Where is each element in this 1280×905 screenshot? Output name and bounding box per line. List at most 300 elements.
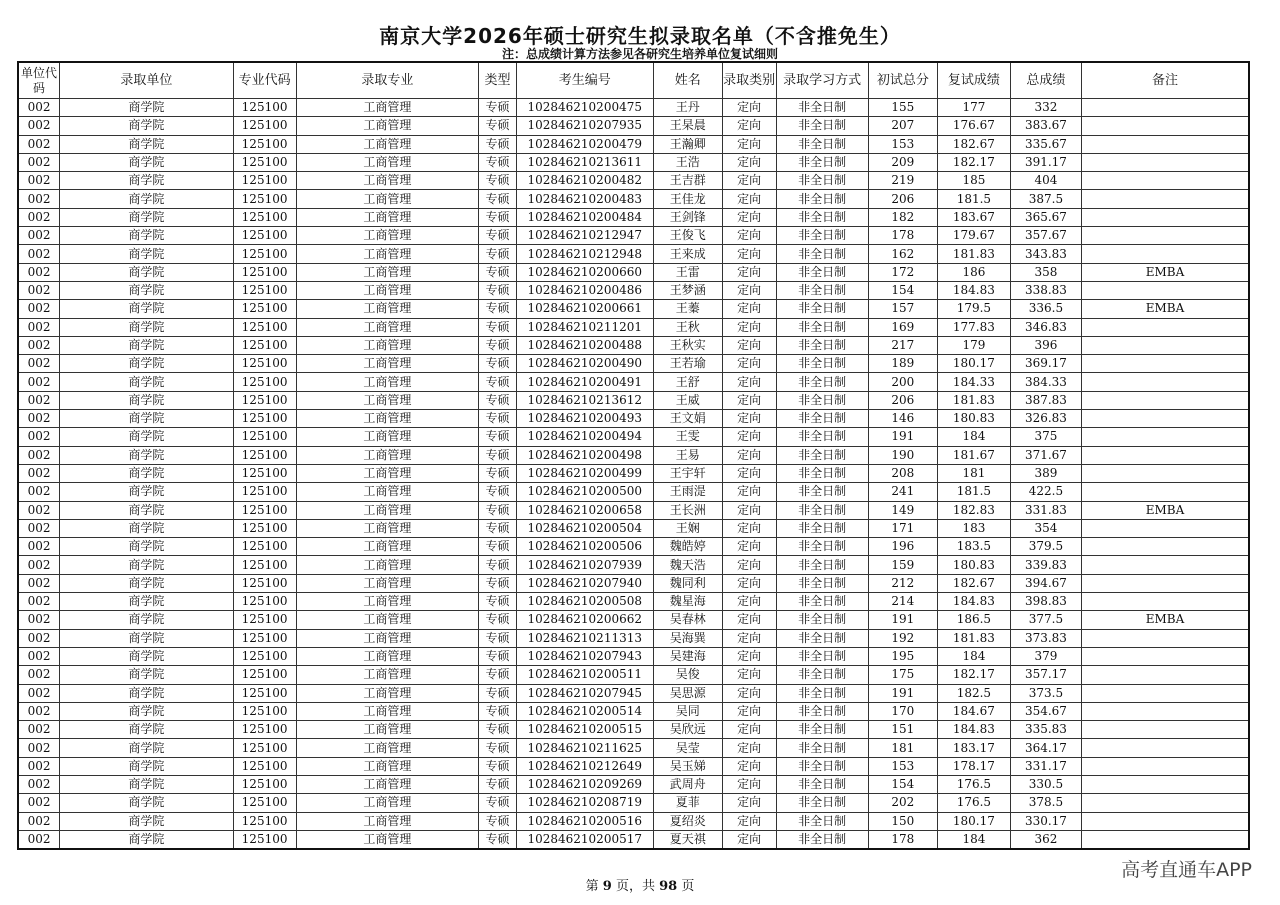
- type-cell: 专硕: [479, 172, 517, 190]
- retest-score-cell: 181: [937, 464, 1010, 482]
- study-mode-cell: 非全日制: [776, 483, 868, 501]
- type-cell: 专硕: [479, 702, 517, 720]
- type-cell: 专硕: [479, 721, 517, 739]
- name-cell: 王宇轩: [653, 464, 722, 482]
- admission-category-cell: 定向: [722, 410, 776, 428]
- prelim-score-cell: 241: [868, 483, 937, 501]
- candidate-id-cell: 102846210208719: [516, 794, 653, 812]
- table-row: [18, 245, 1249, 263]
- total-score-cell: 346.83: [1010, 318, 1081, 336]
- unit-code-cell: 002: [18, 172, 60, 190]
- footer-prefix: 第: [585, 879, 603, 894]
- admission-category-cell: 定向: [722, 593, 776, 611]
- major-cell: 工商管理: [296, 757, 479, 775]
- retest-score-cell: 186.5: [937, 611, 1010, 629]
- prelim-score-cell: 169: [868, 318, 937, 336]
- unit-code-cell: 002: [18, 117, 60, 135]
- admitting-unit-cell: 商学院: [60, 739, 234, 757]
- total-score-cell: 331.17: [1010, 757, 1081, 775]
- total-score-cell: 338.83: [1010, 281, 1081, 299]
- admission-category-cell: 定向: [722, 538, 776, 556]
- type-cell: 专硕: [479, 373, 517, 391]
- admission-category-cell: 定向: [722, 428, 776, 446]
- admitting-unit-cell: 商学院: [60, 830, 234, 849]
- retest-score-cell: 181.5: [937, 483, 1010, 501]
- table-row: [18, 355, 1249, 373]
- major-cell: 工商管理: [296, 611, 479, 629]
- type-cell: 专硕: [479, 629, 517, 647]
- admitting-unit-cell: 商学院: [60, 684, 234, 702]
- admitting-unit-cell: 商学院: [60, 263, 234, 281]
- candidate-id-cell: 102846210200486: [516, 281, 653, 299]
- table-row: [18, 647, 1249, 665]
- total-score-cell: 398.83: [1010, 593, 1081, 611]
- unit-code-cell: 002: [18, 263, 60, 281]
- major-code-cell: 125100: [233, 611, 296, 629]
- retest-score-cell: 182.67: [937, 135, 1010, 153]
- col-header-major: 录取专业: [296, 62, 479, 99]
- retest-score-cell: 182.17: [937, 666, 1010, 684]
- table-row: [18, 263, 1249, 281]
- retest-score-cell: 185: [937, 172, 1010, 190]
- candidate-id-cell: 102846210200483: [516, 190, 653, 208]
- name-cell: 王威: [653, 391, 722, 409]
- admission-category-cell: 定向: [722, 245, 776, 263]
- study-mode-cell: 非全日制: [776, 355, 868, 373]
- total-score-cell: 396: [1010, 336, 1081, 354]
- remarks-cell: [1081, 721, 1249, 739]
- remarks-cell: [1081, 574, 1249, 592]
- unit-code-cell: 002: [18, 227, 60, 245]
- remarks-cell: [1081, 99, 1249, 117]
- prelim-score-cell: 191: [868, 428, 937, 446]
- major-cell: 工商管理: [296, 812, 479, 830]
- major-code-cell: 125100: [233, 721, 296, 739]
- type-cell: 专硕: [479, 611, 517, 629]
- study-mode-cell: 非全日制: [776, 519, 868, 537]
- prelim-score-cell: 172: [868, 263, 937, 281]
- major-cell: 工商管理: [296, 227, 479, 245]
- name-cell: 吴春林: [653, 611, 722, 629]
- name-cell: 王蓁: [653, 300, 722, 318]
- type-cell: 专硕: [479, 208, 517, 226]
- remarks-cell: [1081, 373, 1249, 391]
- total-score-cell: 391.17: [1010, 153, 1081, 171]
- type-cell: 专硕: [479, 830, 517, 849]
- candidate-id-cell: 102846210212947: [516, 227, 653, 245]
- admitting-unit-cell: 商学院: [60, 757, 234, 775]
- table-row: [18, 336, 1249, 354]
- prelim-score-cell: 157: [868, 300, 937, 318]
- study-mode-cell: 非全日制: [776, 135, 868, 153]
- prelim-score-cell: 191: [868, 684, 937, 702]
- study-mode-cell: 非全日制: [776, 593, 868, 611]
- major-code-cell: 125100: [233, 739, 296, 757]
- study-mode-cell: 非全日制: [776, 99, 868, 117]
- name-cell: 王杲晨: [653, 117, 722, 135]
- table-row: [18, 410, 1249, 428]
- major-code-cell: 125100: [233, 153, 296, 171]
- major-code-cell: 125100: [233, 245, 296, 263]
- unit-code-cell: 002: [18, 812, 60, 830]
- prelim-score-cell: 200: [868, 373, 937, 391]
- candidate-id-cell: 102846210200508: [516, 593, 653, 611]
- table-row: [18, 702, 1249, 720]
- table-row: [18, 391, 1249, 409]
- page-footer: [0, 875, 1280, 894]
- major-code-cell: 125100: [233, 483, 296, 501]
- remarks-cell: [1081, 775, 1249, 793]
- table-row: [18, 611, 1249, 629]
- total-score-cell: 422.5: [1010, 483, 1081, 501]
- remarks-cell: [1081, 318, 1249, 336]
- col-header-retest-score: 复试成绩: [937, 62, 1010, 99]
- major-cell: 工商管理: [296, 318, 479, 336]
- remarks-cell: [1081, 519, 1249, 537]
- remarks-cell: [1081, 355, 1249, 373]
- major-code-cell: 125100: [233, 501, 296, 519]
- type-cell: 专硕: [479, 556, 517, 574]
- major-code-cell: 125100: [233, 373, 296, 391]
- remarks-cell: [1081, 794, 1249, 812]
- prelim-score-cell: 153: [868, 757, 937, 775]
- candidate-id-cell: 102846210200490: [516, 355, 653, 373]
- major-cell: 工商管理: [296, 263, 479, 281]
- type-cell: 专硕: [479, 391, 517, 409]
- admission-category-cell: 定向: [722, 117, 776, 135]
- study-mode-cell: 非全日制: [776, 464, 868, 482]
- prelim-score-cell: 214: [868, 593, 937, 611]
- prelim-score-cell: 217: [868, 336, 937, 354]
- col-header-name: 姓名: [653, 62, 722, 99]
- admitting-unit-cell: 商学院: [60, 391, 234, 409]
- major-cell: 工商管理: [296, 208, 479, 226]
- name-cell: 王若瑜: [653, 355, 722, 373]
- name-cell: 王舒: [653, 373, 722, 391]
- prelim-score-cell: 178: [868, 227, 937, 245]
- major-code-cell: 125100: [233, 593, 296, 611]
- total-score-cell: 357.17: [1010, 666, 1081, 684]
- study-mode-cell: 非全日制: [776, 830, 868, 849]
- table-row: [18, 538, 1249, 556]
- unit-code-cell: 002: [18, 464, 60, 482]
- candidate-id-cell: 102846210211313: [516, 629, 653, 647]
- admitting-unit-cell: 商学院: [60, 410, 234, 428]
- total-score-cell: 377.5: [1010, 611, 1081, 629]
- table-row: [18, 775, 1249, 793]
- remarks-cell: [1081, 428, 1249, 446]
- prelim-score-cell: 154: [868, 775, 937, 793]
- table-row: [18, 830, 1249, 849]
- study-mode-cell: 非全日制: [776, 666, 868, 684]
- admission-category-cell: 定向: [722, 611, 776, 629]
- major-code-cell: 125100: [233, 300, 296, 318]
- prelim-score-cell: 178: [868, 830, 937, 849]
- col-header-admission-category: 录取类别: [722, 62, 776, 99]
- prelim-score-cell: 149: [868, 501, 937, 519]
- table-row: [18, 464, 1249, 482]
- type-cell: 专硕: [479, 227, 517, 245]
- major-code-cell: 125100: [233, 227, 296, 245]
- unit-code-cell: 002: [18, 647, 60, 665]
- footer-suffix: 页: [677, 879, 695, 894]
- candidate-id-cell: 102846210200494: [516, 428, 653, 446]
- unit-code-cell: 002: [18, 721, 60, 739]
- prelim-score-cell: 162: [868, 245, 937, 263]
- major-cell: 工商管理: [296, 99, 479, 117]
- remarks-cell: [1081, 227, 1249, 245]
- study-mode-cell: 非全日制: [776, 391, 868, 409]
- type-cell: 专硕: [479, 501, 517, 519]
- unit-code-cell: 002: [18, 391, 60, 409]
- unit-code-cell: 002: [18, 318, 60, 336]
- admission-category-cell: 定向: [722, 666, 776, 684]
- retest-score-cell: 182.17: [937, 153, 1010, 171]
- study-mode-cell: 非全日制: [776, 281, 868, 299]
- study-mode-cell: 非全日制: [776, 812, 868, 830]
- table-row: [18, 812, 1249, 830]
- remarks-cell: [1081, 556, 1249, 574]
- type-cell: 专硕: [479, 812, 517, 830]
- total-score-cell: 383.67: [1010, 117, 1081, 135]
- unit-code-cell: 002: [18, 684, 60, 702]
- admitting-unit-cell: 商学院: [60, 99, 234, 117]
- major-cell: 工商管理: [296, 666, 479, 684]
- unit-code-cell: 002: [18, 519, 60, 537]
- prelim-score-cell: 153: [868, 135, 937, 153]
- major-code-cell: 125100: [233, 318, 296, 336]
- admitting-unit-cell: 商学院: [60, 702, 234, 720]
- total-score-cell: 330.5: [1010, 775, 1081, 793]
- major-cell: 工商管理: [296, 684, 479, 702]
- admission-category-cell: 定向: [722, 373, 776, 391]
- admitting-unit-cell: 商学院: [60, 190, 234, 208]
- unit-code-cell: 002: [18, 501, 60, 519]
- retest-score-cell: 176.67: [937, 117, 1010, 135]
- study-mode-cell: 非全日制: [776, 684, 868, 702]
- major-cell: 工商管理: [296, 574, 479, 592]
- total-score-cell: 371.67: [1010, 446, 1081, 464]
- major-code-cell: 125100: [233, 684, 296, 702]
- table-row: [18, 739, 1249, 757]
- major-cell: 工商管理: [296, 794, 479, 812]
- candidate-id-cell: 102846210200482: [516, 172, 653, 190]
- candidate-id-cell: 102846210207943: [516, 647, 653, 665]
- remarks-cell: [1081, 208, 1249, 226]
- name-cell: 王浩: [653, 153, 722, 171]
- table-row: [18, 135, 1249, 153]
- candidate-id-cell: 102846210212948: [516, 245, 653, 263]
- admitting-unit-cell: 商学院: [60, 336, 234, 354]
- prelim-score-cell: 170: [868, 702, 937, 720]
- major-cell: 工商管理: [296, 483, 479, 501]
- type-cell: 专硕: [479, 519, 517, 537]
- type-cell: 专硕: [479, 336, 517, 354]
- retest-score-cell: 184.83: [937, 593, 1010, 611]
- candidate-id-cell: 102846210200511: [516, 666, 653, 684]
- remarks-cell: [1081, 245, 1249, 263]
- admission-category-cell: 定向: [722, 794, 776, 812]
- retest-score-cell: 177.83: [937, 318, 1010, 336]
- total-score-cell: 404: [1010, 172, 1081, 190]
- name-cell: 夏绍炎: [653, 812, 722, 830]
- remarks-cell: [1081, 483, 1249, 501]
- admission-category-cell: 定向: [722, 684, 776, 702]
- retest-score-cell: 181.83: [937, 245, 1010, 263]
- total-score-cell: 369.17: [1010, 355, 1081, 373]
- major-cell: 工商管理: [296, 281, 479, 299]
- retest-score-cell: 179.67: [937, 227, 1010, 245]
- admitting-unit-cell: 商学院: [60, 538, 234, 556]
- col-header-total-score: 总成绩: [1010, 62, 1081, 99]
- type-cell: 专硕: [479, 775, 517, 793]
- major-cell: 工商管理: [296, 721, 479, 739]
- unit-code-cell: 002: [18, 245, 60, 263]
- name-cell: 王娴: [653, 519, 722, 537]
- remarks-cell: [1081, 281, 1249, 299]
- type-cell: 专硕: [479, 538, 517, 556]
- candidate-id-cell: 102846210200499: [516, 464, 653, 482]
- major-code-cell: 125100: [233, 190, 296, 208]
- candidate-id-cell: 102846210207945: [516, 684, 653, 702]
- major-cell: 工商管理: [296, 446, 479, 464]
- candidate-id-cell: 102846210200491: [516, 373, 653, 391]
- unit-code-cell: 002: [18, 739, 60, 757]
- col-header-unit-code: 单位代码: [18, 62, 60, 99]
- candidate-id-cell: 102846210200479: [516, 135, 653, 153]
- table-row: [18, 684, 1249, 702]
- type-cell: 专硕: [479, 574, 517, 592]
- candidate-id-cell: 102846210207940: [516, 574, 653, 592]
- study-mode-cell: 非全日制: [776, 263, 868, 281]
- type-cell: 专硕: [479, 446, 517, 464]
- retest-score-cell: 182.5: [937, 684, 1010, 702]
- major-cell: 工商管理: [296, 775, 479, 793]
- scoring-note: 注：总成绩计算方法参见各研究生培养单位复试细则: [501, 47, 778, 61]
- total-score-cell: 365.67: [1010, 208, 1081, 226]
- retest-score-cell: 186: [937, 263, 1010, 281]
- remarks-cell: [1081, 336, 1249, 354]
- study-mode-cell: 非全日制: [776, 794, 868, 812]
- total-score-cell: 335.67: [1010, 135, 1081, 153]
- candidate-id-cell: 102846210200514: [516, 702, 653, 720]
- admitting-unit-cell: 商学院: [60, 300, 234, 318]
- admission-category-cell: 定向: [722, 519, 776, 537]
- unit-code-cell: 002: [18, 629, 60, 647]
- retest-score-cell: 177: [937, 99, 1010, 117]
- retest-score-cell: 184.33: [937, 373, 1010, 391]
- major-code-cell: 125100: [233, 336, 296, 354]
- admitting-unit-cell: 商学院: [60, 318, 234, 336]
- major-code-cell: 125100: [233, 666, 296, 684]
- study-mode-cell: 非全日制: [776, 208, 868, 226]
- name-cell: 魏同利: [653, 574, 722, 592]
- major-cell: 工商管理: [296, 135, 479, 153]
- type-cell: 专硕: [479, 483, 517, 501]
- remarks-cell: [1081, 684, 1249, 702]
- admission-category-cell: 定向: [722, 318, 776, 336]
- admitting-unit-cell: 商学院: [60, 574, 234, 592]
- admission-category-cell: 定向: [722, 501, 776, 519]
- major-cell: 工商管理: [296, 172, 479, 190]
- admission-category-cell: 定向: [722, 263, 776, 281]
- major-cell: 工商管理: [296, 593, 479, 611]
- col-header-type: 类型: [479, 62, 517, 99]
- remarks-cell: [1081, 446, 1249, 464]
- remarks-cell: [1081, 593, 1249, 611]
- prelim-score-cell: 191: [868, 611, 937, 629]
- retest-score-cell: 183.17: [937, 739, 1010, 757]
- type-cell: 专硕: [479, 355, 517, 373]
- major-code-cell: 125100: [233, 410, 296, 428]
- type-cell: 专硕: [479, 117, 517, 135]
- admitting-unit-cell: 商学院: [60, 172, 234, 190]
- retest-score-cell: 180.83: [937, 556, 1010, 574]
- unit-code-cell: 002: [18, 574, 60, 592]
- admission-category-cell: 定向: [722, 464, 776, 482]
- table-row: [18, 574, 1249, 592]
- major-code-cell: 125100: [233, 117, 296, 135]
- candidate-id-cell: 102846210200515: [516, 721, 653, 739]
- prelim-score-cell: 206: [868, 391, 937, 409]
- retest-score-cell: 176.5: [937, 794, 1010, 812]
- total-score-cell: 330.17: [1010, 812, 1081, 830]
- retest-score-cell: 183.5: [937, 538, 1010, 556]
- major-cell: 工商管理: [296, 739, 479, 757]
- study-mode-cell: 非全日制: [776, 574, 868, 592]
- major-code-cell: 125100: [233, 99, 296, 117]
- major-cell: 工商管理: [296, 300, 479, 318]
- admitting-unit-cell: 商学院: [60, 593, 234, 611]
- admitting-unit-cell: 商学院: [60, 647, 234, 665]
- name-cell: 吴玉娣: [653, 757, 722, 775]
- remarks-cell: [1081, 172, 1249, 190]
- admission-category-cell: 定向: [722, 172, 776, 190]
- remarks-cell: [1081, 739, 1249, 757]
- unit-code-cell: 002: [18, 208, 60, 226]
- prelim-score-cell: 189: [868, 355, 937, 373]
- remarks-cell: EMBA: [1081, 611, 1249, 629]
- study-mode-cell: 非全日制: [776, 428, 868, 446]
- major-cell: 工商管理: [296, 830, 479, 849]
- major-cell: 工商管理: [296, 153, 479, 171]
- unit-code-cell: 002: [18, 775, 60, 793]
- admission-category-cell: 定向: [722, 300, 776, 318]
- prelim-score-cell: 202: [868, 794, 937, 812]
- type-cell: 专硕: [479, 318, 517, 336]
- table-row: [18, 318, 1249, 336]
- type-cell: 专硕: [479, 794, 517, 812]
- major-code-cell: 125100: [233, 794, 296, 812]
- table-body: [18, 99, 1249, 850]
- unit-code-cell: 002: [18, 757, 60, 775]
- total-score-cell: 373.83: [1010, 629, 1081, 647]
- candidate-id-cell: 102846210200500: [516, 483, 653, 501]
- name-cell: 王瀚卿: [653, 135, 722, 153]
- admitting-unit-cell: 商学院: [60, 666, 234, 684]
- table-row: [18, 153, 1249, 171]
- study-mode-cell: 非全日制: [776, 117, 868, 135]
- admission-category-cell: 定向: [722, 812, 776, 830]
- study-mode-cell: 非全日制: [776, 373, 868, 391]
- admitting-unit-cell: 商学院: [60, 281, 234, 299]
- remarks-cell: [1081, 812, 1249, 830]
- name-cell: 王雷: [653, 263, 722, 281]
- total-score-cell: 354.67: [1010, 702, 1081, 720]
- name-cell: 王文娟: [653, 410, 722, 428]
- candidate-id-cell: 102846210213612: [516, 391, 653, 409]
- remarks-cell: [1081, 538, 1249, 556]
